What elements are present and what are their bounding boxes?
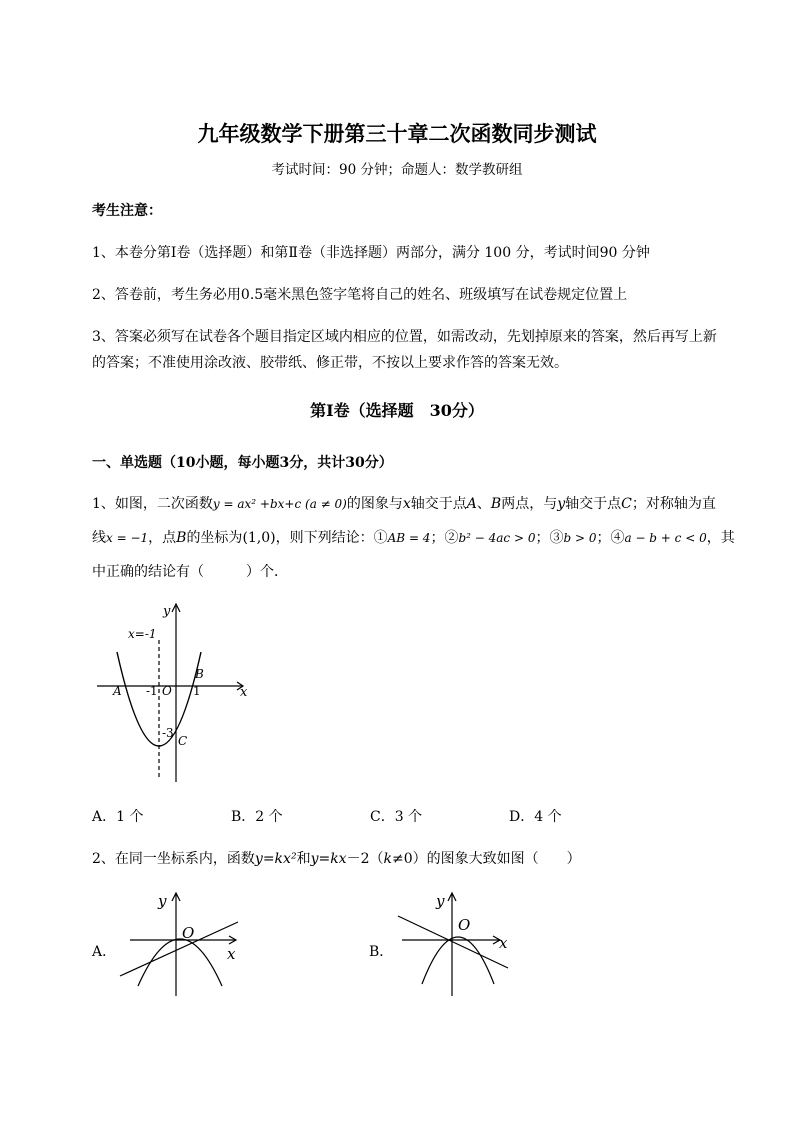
part-title: 一、单选题（10小题，每小题3分，共计30分） [92,455,393,471]
point-b-label: B [195,667,204,681]
point-a-label: A [113,684,122,698]
x-axis-label: x [499,934,508,952]
tick-neg3-label: -3 [162,726,174,740]
q2-option-a[interactable]: A． [92,944,117,960]
q1-line-2: 线x = −1，点B的坐标为(1,0)，则下列结论：①AB = 4；②b² − 4ac > 0；③b > 0；④a − b + c < 0，其 [92,530,735,546]
q1-option-c[interactable]: C．3 个 [370,809,423,825]
q1-parabola-figure [92,600,262,790]
tick-1-label: 1 [193,684,201,698]
exam-info: 考试时间：90 分钟；命题人：数学教研组 [271,162,523,178]
q2-option-b[interactable]: B． [369,944,394,960]
q1-option-d[interactable]: D．4 个 [509,809,562,825]
y-axis-label: y [163,604,171,619]
q1-option-a[interactable]: A．1 个 [92,809,144,825]
q1-line-1: 1、如图，二次函数y = ax² +bx+c (a ≠ 0)的图象与x轴交于点A、B两点，与y轴交于点C；对称轴为直 [92,496,716,512]
y-axis-label: y [158,892,167,910]
q2-stem: 2、在同一坐标系内，函数y=kx²和y=kx－2（k≠0）的图象大致如图（ ） [92,851,581,867]
notice-item-1: 1、本卷分第Ⅰ卷（选择题）和第Ⅱ卷（非选择题）两部分，满分 100 分，考试时间90 分钟 [92,245,650,261]
q1-option-b[interactable]: B．2 个 [231,809,283,825]
x-axis-label: x [227,945,236,963]
q2-graph-b [388,888,528,1000]
tick-neg1-label: -1 [146,684,158,698]
q1-line-3: 中正确的结论有（ ）个． [92,564,288,580]
notice-item-3: 3、答案必须写在试卷各个题目指定区域内相应的位置，如需改动，先划掉原来的答案，然后再写上新 [92,329,717,345]
notice-item-3-cont: 的答案；不准使用涂改液、胶带纸、修正带，不按以上要求作答的答案无效。 [92,355,568,371]
page-title: 九年级数学下册第三十章二次函数同步测试 [197,121,597,146]
notice-heading: 考生注意： [92,203,162,219]
line-graph [398,916,508,968]
point-c-label: C [178,734,188,748]
y-axis-label: y [436,892,445,910]
q2-graph-a [112,888,252,1000]
origin-label: O [182,924,195,942]
origin-label: O [458,916,471,934]
x-axis-label: x [240,685,248,700]
line-graph [120,922,238,976]
notice-item-2: 2、答卷前，考生务必用0.5毫米黑色签字笔将自己的姓名、班级填写在试卷规定位置上 [92,287,628,303]
origin-label: O [162,684,172,698]
symmetry-label: x=-1 [128,627,157,641]
section-title: 第Ⅰ卷（选择题 30分） [310,401,484,420]
